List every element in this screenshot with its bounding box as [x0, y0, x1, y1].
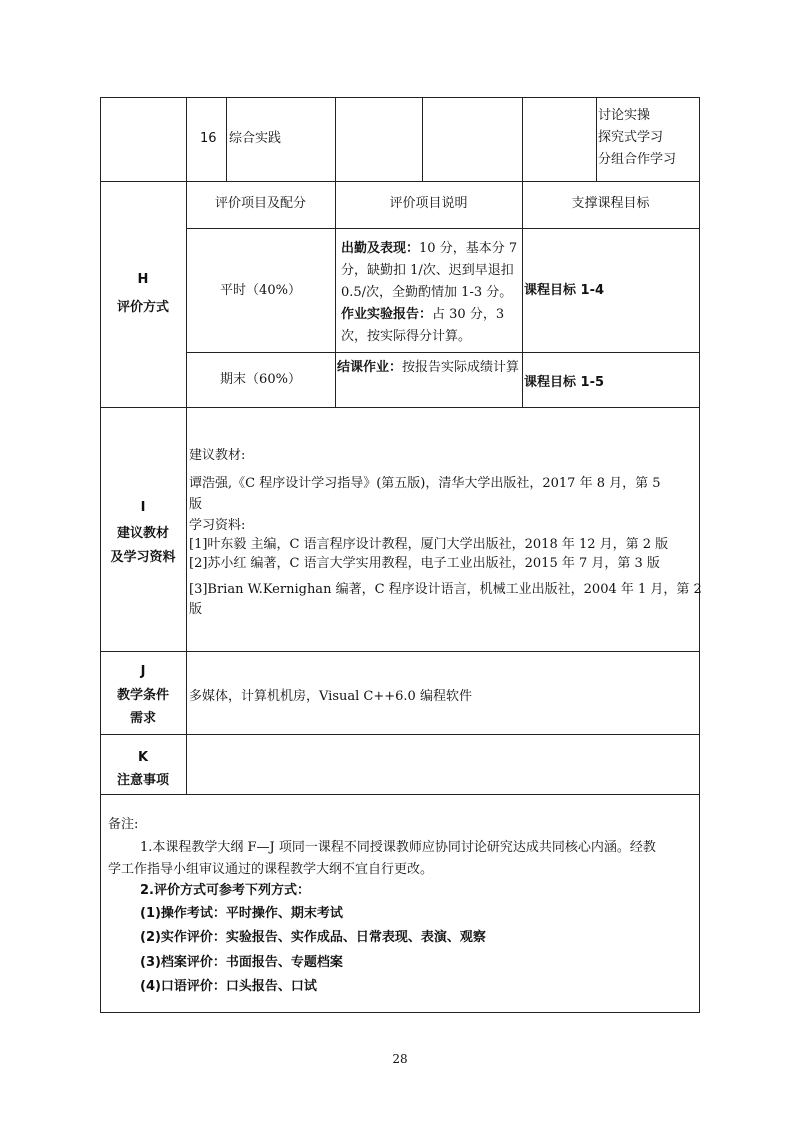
remarks-label: 备注: [108, 817, 139, 832]
remarks-heading: 2.评价方式可参考下列方式： [140, 883, 310, 898]
eval-desc-final [337, 357, 521, 379]
section-i-title: 建议教材 [116, 526, 169, 541]
materials-line: 学习资料: [189, 518, 246, 533]
materials-line: [2]苏小红 编著，C 语言大学实用教程，电子工业出版社，2015 年 7 月，第 3 版 [189, 556, 660, 571]
desc-text: 10 分，基本分 7 分，缺勤扣 1/次、迟到早退扣 0.5/次，全勤酌情加 1-3 分。 [341, 241, 518, 300]
desc-text: 占 30 分，3 次，按实际得分计算。 [341, 307, 505, 344]
row-number: 16 [200, 131, 217, 146]
remarks-item: (4)口语评价：口头报告、口试 [140, 979, 317, 994]
eval-target-regular: 课程目标 1-4 [524, 283, 605, 298]
method-item: 探究式学习 [598, 130, 664, 145]
eval-item-regular: 平时（40%） [220, 283, 301, 298]
remarks-para: 1.本课程教学大纲 F—J 项同一课程不同授课教师应协同讨论研究达成共同核心内涵。经教 [140, 840, 656, 855]
remarks-item: (2)实作评价：实验报告、实作成品、日常表现、表演、观察 [140, 930, 486, 945]
section-i-code: I [140, 500, 146, 515]
row-name: 综合实践 [229, 131, 282, 146]
eval-desc-regular [341, 238, 521, 348]
desc-label: 结课作业： [337, 360, 403, 375]
remarks-para: 学工作指导小组审议通过的课程教学大纲不宜自行更改。 [108, 862, 434, 877]
section-h-title: 评价方式 [116, 300, 169, 315]
materials-line: 版 [189, 497, 203, 512]
header-item: 评价项目及配分 [214, 196, 306, 211]
eval-item-final: 期末（60%） [220, 372, 301, 387]
method-item: 分组合作学习 [598, 152, 677, 167]
header-target: 支撑课程目标 [571, 196, 650, 211]
section-k-code: K [137, 750, 149, 765]
section-j-code: J [140, 664, 146, 679]
section-j-title: 需求 [129, 711, 156, 726]
desc-text: 按报告实际成绩计算 [402, 360, 520, 375]
section-h-code: H [137, 272, 149, 287]
eval-target-final: 课程目标 1-5 [524, 375, 605, 390]
desc-label: 作业实验报告： [341, 307, 433, 322]
materials-line: 建议教材: [189, 448, 246, 463]
header-description: 评价项目说明 [389, 196, 468, 211]
remarks-item: (1)操作考试：平时操作、期末考试 [140, 906, 343, 921]
page-number: 28 [392, 1052, 408, 1066]
materials-line: [1]叶东毅 主编，C 语言程序设计教程，厦门大学出版社，2018 年 12 月，第 2 版 [189, 537, 669, 552]
method-item: 讨论实操 [598, 108, 651, 123]
materials-line: [3]Brian W.Kernighan 编著，C 程序设计语言，机械工业出版社，2004 年 1 月，第 2 [189, 582, 702, 597]
teaching-conditions: 多媒体，计算机机房，Visual C++6.0 编程软件 [189, 689, 472, 704]
section-k-title: 注意事项 [116, 773, 169, 788]
section-i-title: 及学习资料 [110, 550, 176, 565]
desc-label: 出勤及表现： [341, 241, 420, 256]
materials-line: 谭浩强,《C 程序设计学习指导》(第五版)，清华大学出版社，2017 年 8 月，第 5 [189, 476, 661, 491]
remarks-item: (3)档案评价：书面报告、专题档案 [140, 955, 343, 970]
materials-line: 版 [189, 602, 203, 617]
section-j-title: 教学条件 [116, 688, 169, 703]
